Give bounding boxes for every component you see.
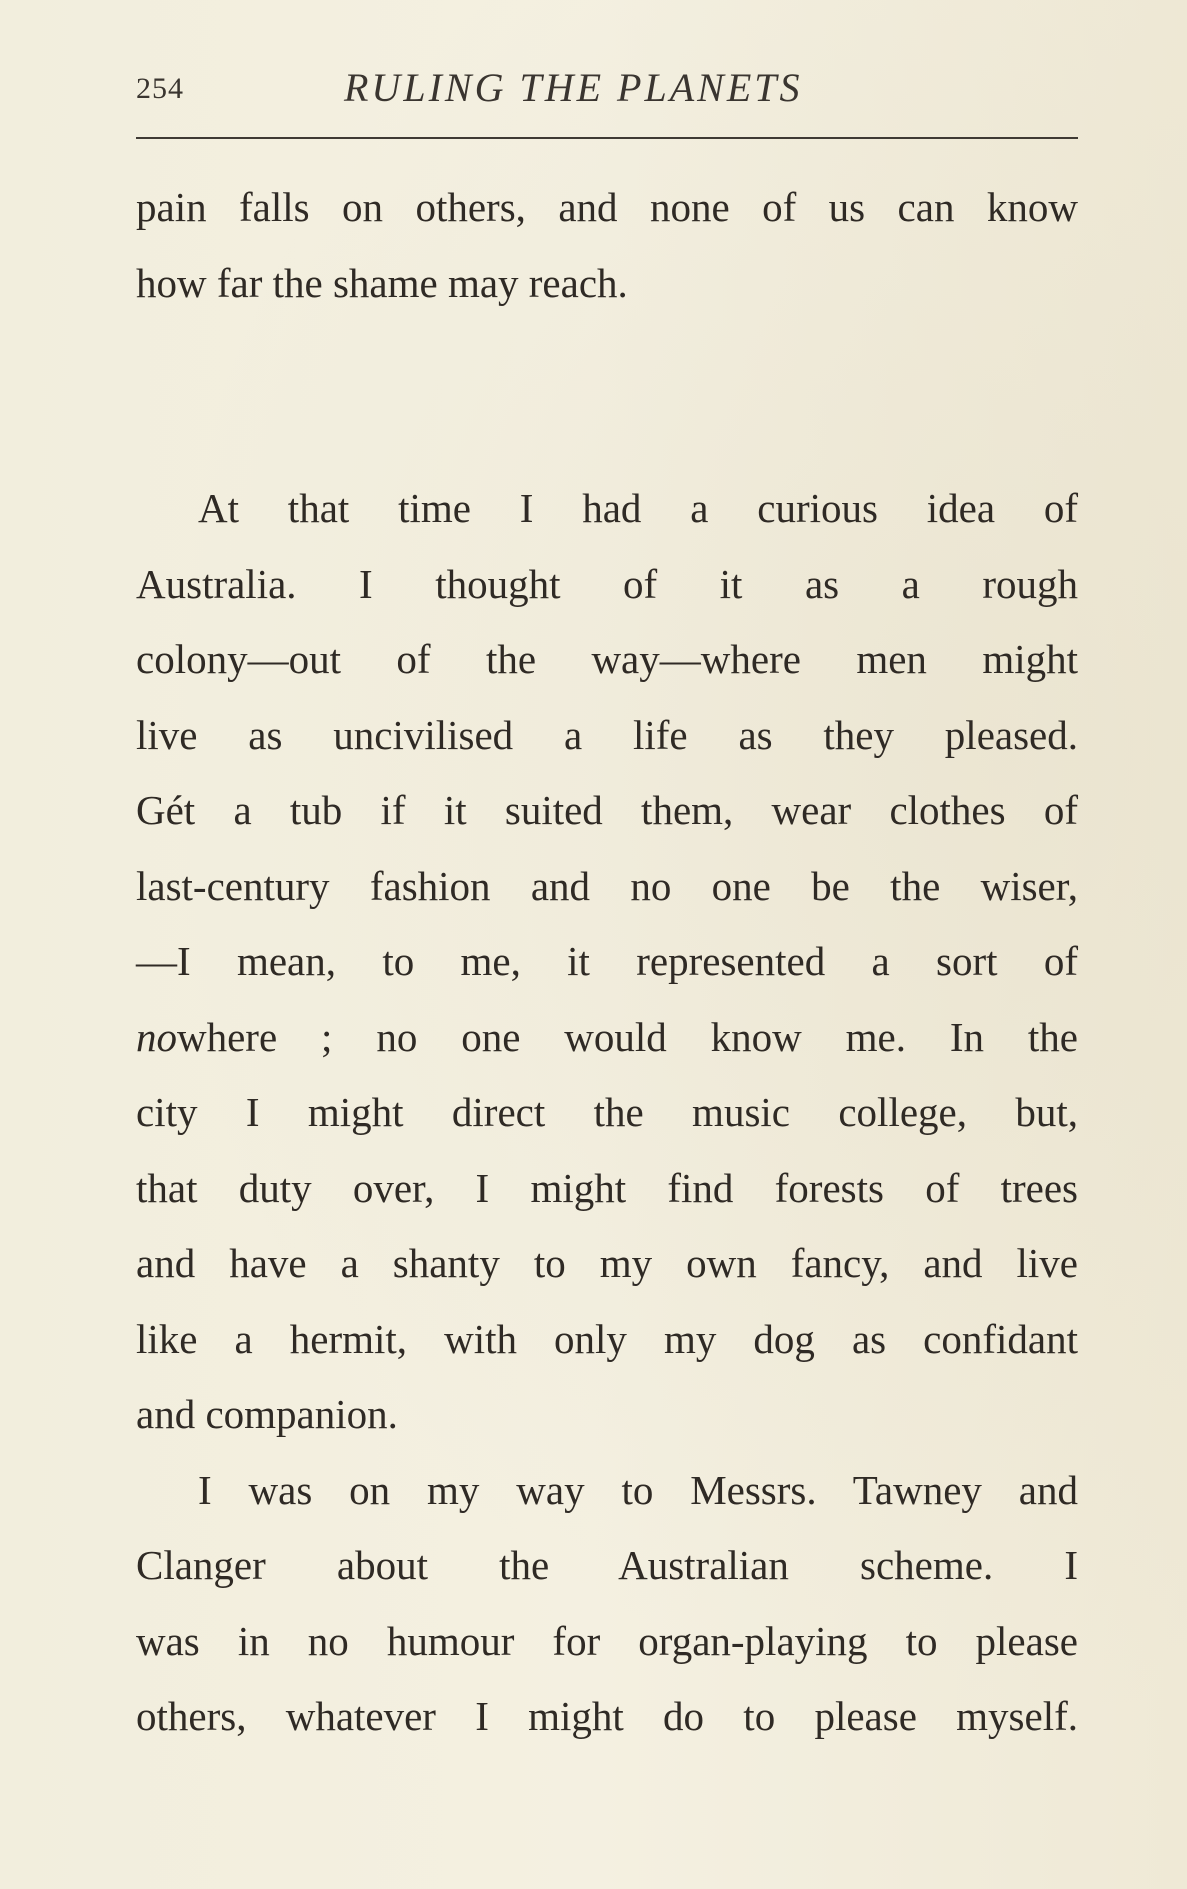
body-text <box>136 170 1078 1755</box>
header-rule <box>136 137 1078 139</box>
text-line: —I mean, to me, it represented a sort of <box>136 938 1078 984</box>
text-line: was in no humour for organ-playing to please <box>136 1617 1078 1664</box>
text-line: how far the shame may reach. <box>136 259 628 306</box>
running-title: RULING THE PLANETS <box>344 65 803 110</box>
text-line: and companion. <box>136 1391 398 1437</box>
text-line: At that time I had a curious idea of <box>198 485 1078 531</box>
text-line: Gét a tub if it suited them, wear clothes of <box>136 787 1078 833</box>
page-number: 254 <box>136 72 184 105</box>
text-line: that duty over, I might find forests of trees <box>136 1164 1078 1211</box>
text-line: others, whatever I might do to please myself. <box>136 1693 1078 1739</box>
text-line: Australia. I thought of it as a rough <box>136 560 1078 607</box>
text-line: Clanger about the Australian scheme. I <box>136 1542 1078 1588</box>
italic-emphasis: no <box>136 1013 177 1060</box>
page-header <box>136 62 1078 112</box>
text-line: city I might direct the music college, but, <box>136 1089 1078 1135</box>
text-line-rest: where ; no one would know me. In the <box>177 1013 1078 1060</box>
text-line: pain falls on others, and none of us can know <box>136 184 1078 230</box>
paragraph-messrs <box>136 1453 1078 1755</box>
paragraph-australia <box>136 471 1078 1453</box>
text-line: like a hermit, with only my dog as confidant <box>136 1315 1078 1362</box>
paragraph-continued <box>136 170 1078 321</box>
text-line: colony—out of the way—where men might <box>136 636 1078 682</box>
text-line: and have a shanty to my own fancy, and live <box>136 1240 1078 1286</box>
text-line: live as uncivilised a life as they pleased. <box>136 711 1078 758</box>
section-break <box>136 321 1078 471</box>
text-line: I was on my way to Messrs. Tawney and <box>198 1466 1078 1513</box>
text-line-nowhere <box>136 1000 1078 1076</box>
text-line: last-century fashion and no one be the wiser, <box>136 862 1078 909</box>
